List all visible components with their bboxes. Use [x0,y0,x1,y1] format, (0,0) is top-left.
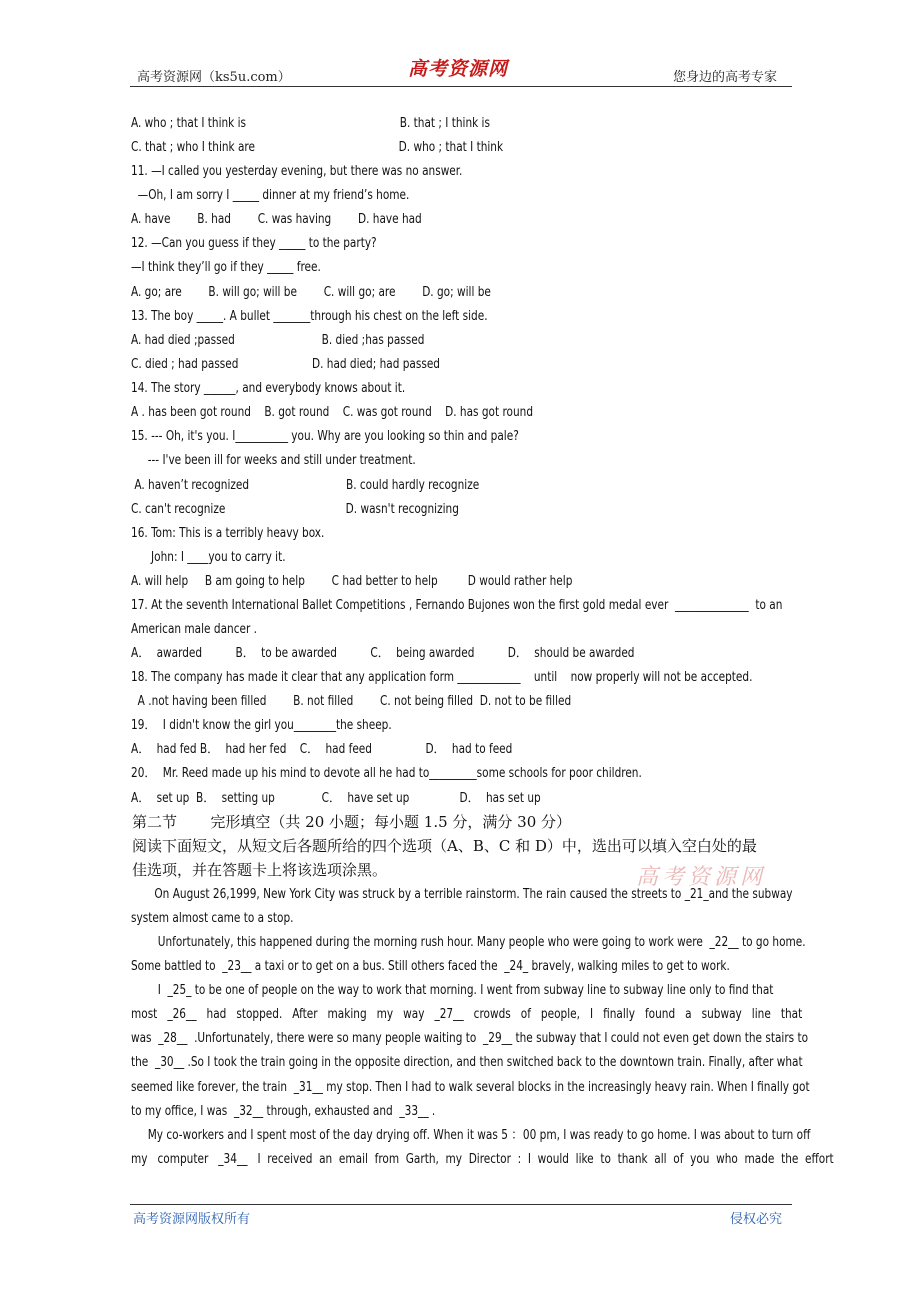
question-19: 19． I didn't know the girl you________the sheep. [131,718,392,733]
section-title: 第二节 完形填空（共 20 小题；每小题 1.5 分，满分 30 分） [132,813,572,831]
passage-line: my computer _34__ I received an email from Garth, my Director : I would like to thank all of you who made the effort [131,1152,834,1167]
text-line: —Oh, I am sorry I _____ dinner at my friend’s home. [131,188,410,203]
passage-line: was _28__ .Unfortunately, there were so many people waiting to _29__ the subway that I could not even get down the stairs to [131,1031,809,1046]
header-left: 高考资源网（ks5u.com） [137,70,291,85]
options: A. will help B am going to help C had better to help D would rather help [131,574,573,589]
text-line: --- I've been ill for weeks and still under treatment. [131,453,416,468]
footer-rule [130,1204,792,1205]
passage-line: seemed like forever, the train _31__ my stop. Then I had to walk several blocks in the increasingly heavy rain. When I finally got [131,1080,810,1095]
passage-line: Some battled to _23__ a taxi or to get on a bus. Still others faced the _24_ bravely, walking miles to get to work. [131,959,730,974]
passage-line: most _26__ had stopped. After making my way _27__ crowds of people, I finally found a subway line that [131,1007,803,1022]
question-16: 16. Tom: This is a terribly heavy box. [131,526,325,541]
passage-line: to my office, I was _32__ through, exhausted and _33__ . [131,1104,436,1119]
header-right: 您身边的高考专家 [673,70,778,85]
options: A． set up B． setting up C． have set up D． has set up [131,791,541,806]
question-11: 11. —I called you yesterday evening, but there was no answer. [131,164,463,179]
section-instructions: 佳选项，并在答题卡上将该选项涂黑。 [132,861,388,879]
site-logo: 高考资源网 [408,58,509,80]
text-line: John: I ____you to carry it. [131,550,286,565]
watermark: 高考资源网 [636,865,767,890]
question-15: 15. --- Oh, it's you. I__________ you. Why are you looking so thin and pale? [131,429,519,444]
text-line: C. that ; who I think are D. who ; that I think [131,140,504,155]
question-18: 18. The company has made it clear that any application form ____________ until now properly will not be accepted. [131,670,753,685]
options: C. died ; had passed D. had died; had passed [131,357,440,372]
question-17: 17. At the seventh International Ballet Competitions , Fernando Bujones won the first gold medal ever ______________ to an [131,598,783,613]
options: A. go; are B. will go; will be C. will go; are D. go; will be [131,285,491,300]
options: A． had fed B． had her fed C． had feed D． had to feed [131,742,513,757]
options: A .not having been filled B. not filled C. not being filled D. not to be filled [131,694,572,709]
options: A. haven’t recognized B. could hardly recognize [131,478,480,493]
passage-line: I _25_ to be one of people on the way to work that morning. I went from subway line to subway line only to find that [131,983,774,998]
passage-line: system almost came to a stop. [131,911,294,926]
question-12: 12. —Can you guess if they _____ to the party? [131,236,377,251]
text-line: A. who ; that I think is B. that ; I think is [131,116,490,131]
passage-line: Unfortunately, this happened during the morning rush hour. Many people who were going to work were _22__ to go home. [131,935,806,950]
passage-line: My co-workers and I spent most of the day drying off. When it was 5 ：00 pm, I was ready to go home. I was about to turn off [131,1128,811,1143]
section-instructions: 阅读下面短文，从短文后各题所给的四个选项（A、B、C 和 D）中，选出可以填入空白处的最 [132,837,757,855]
text-line: —I think they’ll go if they _____ free. [131,260,321,275]
question-14: 14. The story ______, and everybody knows about it. [131,381,406,396]
passage-line: the _30__ .So I took the train going in the opposite direction, and then switched back to the downtown train. Finally, after what [131,1055,803,1070]
question-20: 20． Mr. Reed made up his mind to devote all he had to_________some schools for poor children. [131,766,642,781]
header-rule [130,86,792,87]
text-line: American male dancer . [131,622,257,637]
options: A . has been got round B. got round C. was got round D. has got round [131,405,534,420]
passage-line: On August 26,1999, New York City was struck by a terrible rainstorm. The rain caused the streets to _21_and the subway [131,887,793,902]
footer-right: 侵权必究 [730,1212,783,1227]
options: A. have B. had C. was having D. have had [131,212,422,227]
options: A. had died ;passed B. died ;has passed [131,333,425,348]
question-13: 13. The boy _____. A bullet _______through his chest on the left side. [131,309,488,324]
options: A． awarded B． to be awarded C． being awarded D． should be awarded [131,646,635,661]
footer-left: 高考资源网版权所有 [133,1212,251,1227]
options: C. can't recognize D. wasn't recognizing [131,502,459,517]
